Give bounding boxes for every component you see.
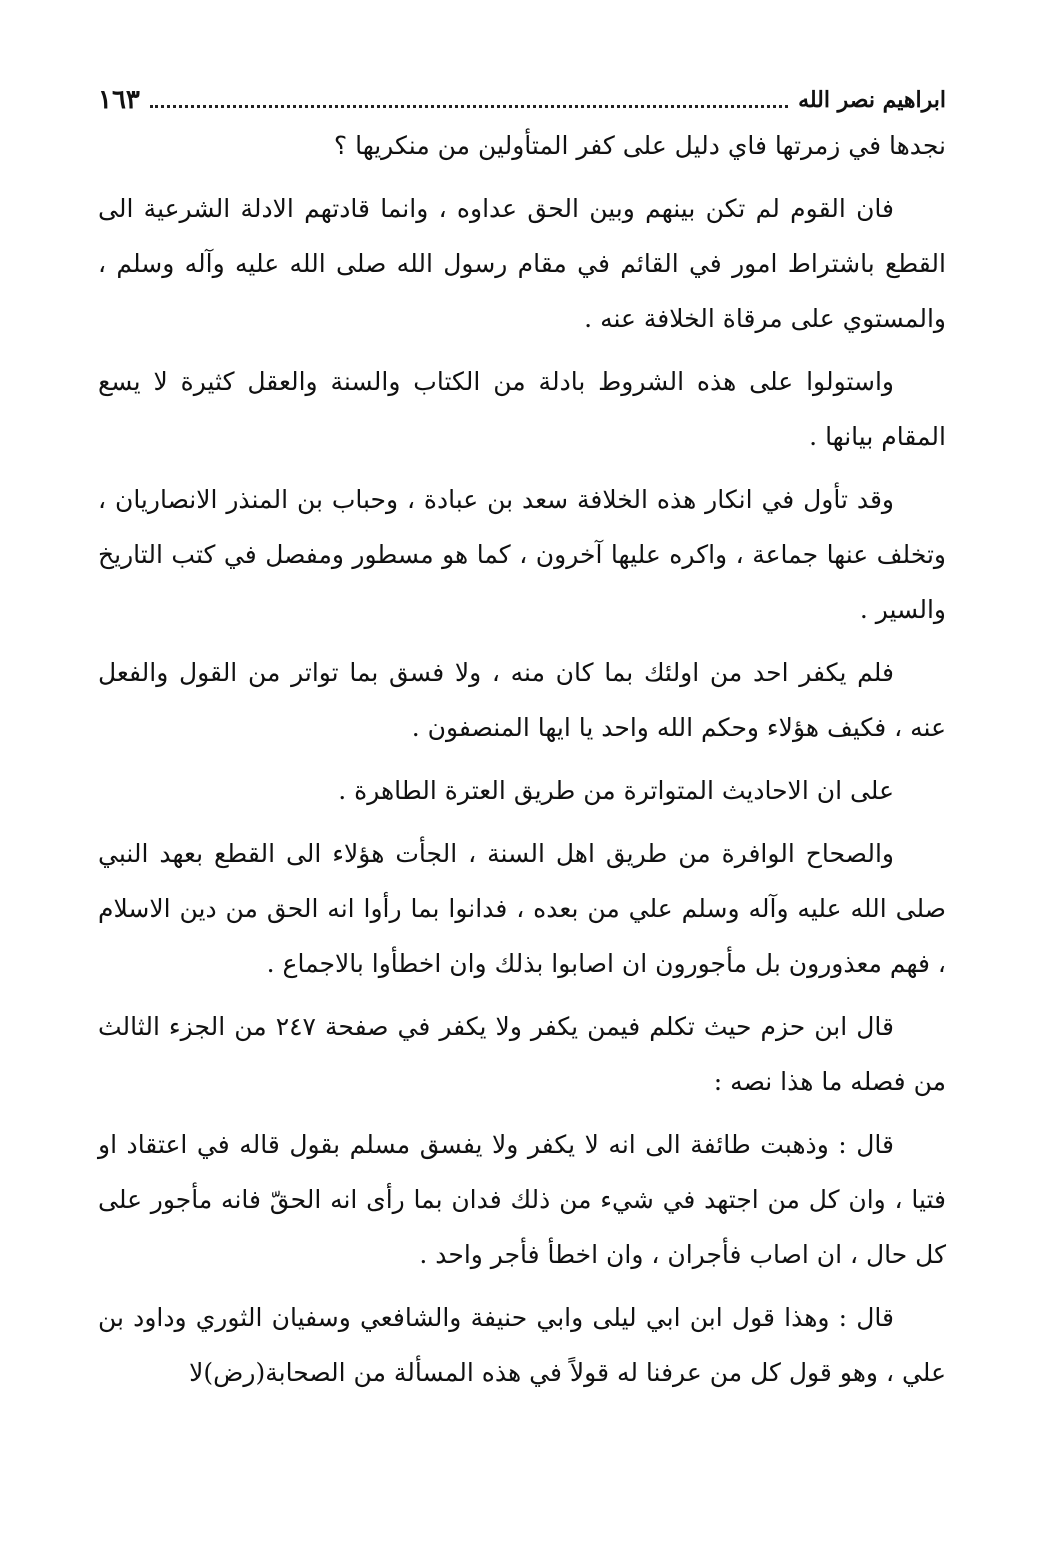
- running-title: ابراهيم نصر الله: [798, 87, 946, 113]
- page-header: [98, 78, 946, 122]
- paragraph-3: واستولوا على هذه الشروط بادلة من الكتاب والسنة والعقل كثيرة لا يسع المقام بيانها .: [98, 367, 946, 451]
- body-text: [98, 118, 946, 1400]
- paragraph-5: فلم يكفر احد من اولئك بما كان منه ، ولا فسق بما تواتر من القول والفعل عنه ، فكيف هؤلاء وحكم الله واحد يا ايها المنصفون .: [98, 658, 946, 742]
- paragraph-8: قال ابن حزم حيث تكلم فيمن يكفر ولا يكفر في صفحة ٢٤٧ من الجزء الثالث من فصله ما هذا نصه :: [98, 1012, 946, 1096]
- paragraph-2: فان القوم لم تكن بينهم وبين الحق عداوه ، وانما قادتهم الادلة الشرعية الى القطع باشتراط امور في القائم في مقام رسول الله صلى الله عليه وآله وسلم ، والمستوي على مرقاة الخلافة عنه .: [98, 194, 946, 333]
- page-number: ١٦٣: [98, 85, 140, 115]
- paragraph-10: قال : وهذا قول ابن ابي ليلى وابي حنيفة والشافعي وسفيان الثوري وداود بن علي ، وهو قول كل من عرفنا له قولاً في هذه المسألة من الصحابة(رض)لا: [98, 1303, 946, 1387]
- paragraph-6: على ان الاحاديث المتواترة من طريق العترة الطاهرة .: [338, 776, 894, 805]
- paragraph-1: نجدها في زمرتها فاي دليل على كفر المتأولين من منكريها ؟: [333, 131, 946, 160]
- dotted-leader: [150, 105, 788, 108]
- paragraph-4: وقد تأول في انكار هذه الخلافة سعد بن عبادة ، وحباب بن المنذر الانصاريان ، وتخلف عنها جماعة ، واكره عليها آخرون ، كما هو مسطور ومفصل في كتب التاريخ والسير .: [98, 485, 946, 624]
- paragraph-7: والصحاح الوافرة من طريق اهل السنة ، الجأت هؤلاء الى القطع بعهد النبي صلى الله عليه وآله وسلم علي من بعده ، فدانوا بما رأوا انه الحق من دين الاسلام ، فهم معذورون بل مأجورون ان اصابوا بذلك وان اخطأوا بالاجماع .: [98, 839, 946, 978]
- document-page: [98, 78, 946, 1518]
- paragraph-9: قال : وذهبت طائفة الى انه لا يكفر ولا يفسق مسلم بقول قاله في اعتقاد او فتيا ، وان كل من اجتهد في شيء من ذلك فدان بما رأى انه الحقّ فانه مأجور على كل حال ، ان اصاب فأجران ، وان اخطأ فأجر واحد .: [98, 1130, 946, 1269]
